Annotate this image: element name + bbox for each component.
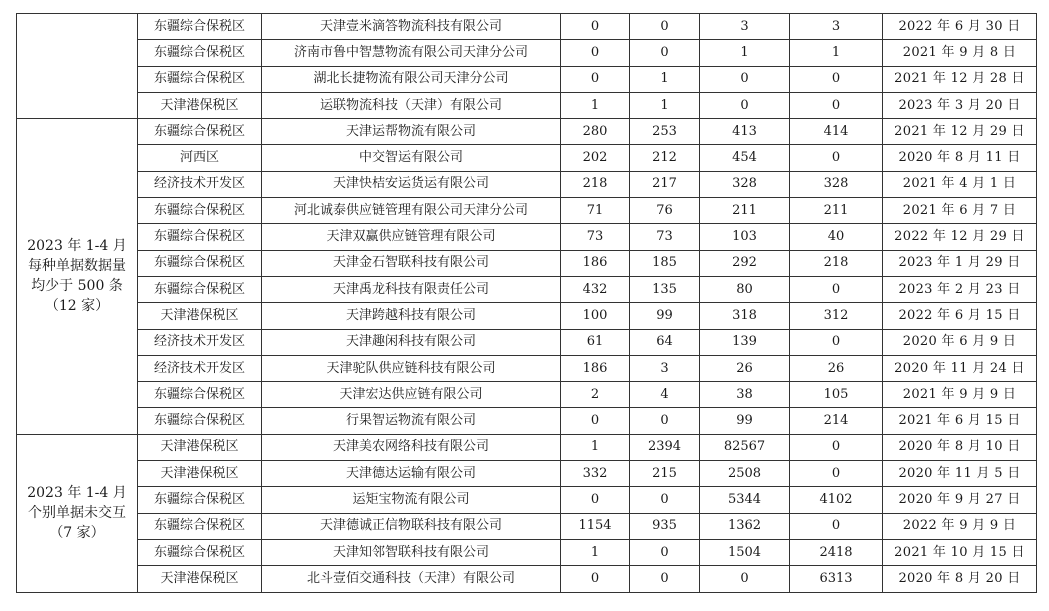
region-cell: 东疆综合保税区 bbox=[138, 14, 262, 40]
value-cell-4: 211 bbox=[790, 198, 883, 224]
value-cell-2: 935 bbox=[630, 513, 700, 539]
date-cell: 2022 年 12 月 29 日 bbox=[883, 224, 1037, 250]
region-cell: 东疆综合保税区 bbox=[138, 224, 262, 250]
value-cell-3: 292 bbox=[700, 250, 790, 276]
company-cell: 天津运帮物流有限公司 bbox=[262, 119, 561, 145]
value-cell-2: 2394 bbox=[630, 434, 700, 460]
region-cell: 东疆综合保税区 bbox=[138, 276, 262, 302]
table-row bbox=[17, 92, 1037, 118]
table-row bbox=[17, 40, 1037, 66]
date-cell: 2022 年 6 月 15 日 bbox=[883, 303, 1037, 329]
value-cell-1: 186 bbox=[561, 355, 630, 381]
group-label-cell bbox=[17, 14, 138, 119]
region-cell: 经济技术开发区 bbox=[138, 329, 262, 355]
value-cell-2: 64 bbox=[630, 329, 700, 355]
date-cell: 2020 年 8 月 11 日 bbox=[883, 145, 1037, 171]
value-cell-1: 332 bbox=[561, 461, 630, 487]
date-cell: 2021 年 9 月 8 日 bbox=[883, 40, 1037, 66]
region-cell: 东疆综合保税区 bbox=[138, 198, 262, 224]
value-cell-3: 211 bbox=[700, 198, 790, 224]
value-cell-2: 135 bbox=[630, 276, 700, 302]
region-cell: 东疆综合保税区 bbox=[138, 40, 262, 66]
date-cell: 2021 年 4 月 1 日 bbox=[883, 171, 1037, 197]
value-cell-3: 99 bbox=[700, 408, 790, 434]
value-cell-1: 218 bbox=[561, 171, 630, 197]
date-cell: 2020 年 8 月 20 日 bbox=[883, 566, 1037, 592]
value-cell-4: 0 bbox=[790, 276, 883, 302]
value-cell-1: 71 bbox=[561, 198, 630, 224]
region-cell: 经济技术开发区 bbox=[138, 355, 262, 381]
value-cell-4: 0 bbox=[790, 329, 883, 355]
value-cell-2: 4 bbox=[630, 382, 700, 408]
value-cell-3: 454 bbox=[700, 145, 790, 171]
date-cell: 2021 年 6 月 15 日 bbox=[883, 408, 1037, 434]
region-cell: 东疆综合保税区 bbox=[138, 408, 262, 434]
table-body bbox=[17, 14, 1037, 593]
value-cell-2: 215 bbox=[630, 461, 700, 487]
value-cell-2: 185 bbox=[630, 250, 700, 276]
table-row bbox=[17, 119, 1037, 145]
value-cell-3: 328 bbox=[700, 171, 790, 197]
table-row bbox=[17, 198, 1037, 224]
table-row bbox=[17, 66, 1037, 92]
value-cell-1: 1 bbox=[561, 92, 630, 118]
value-cell-4: 414 bbox=[790, 119, 883, 145]
region-cell: 东疆综合保税区 bbox=[138, 250, 262, 276]
table-row bbox=[17, 539, 1037, 565]
value-cell-3: 26 bbox=[700, 355, 790, 381]
value-cell-1: 2 bbox=[561, 382, 630, 408]
company-cell: 天津美农网络科技有限公司 bbox=[262, 434, 561, 460]
table-row bbox=[17, 513, 1037, 539]
company-cell: 天津宏达供应链有限公司 bbox=[262, 382, 561, 408]
date-cell: 2023 年 3 月 20 日 bbox=[883, 92, 1037, 118]
company-cell: 天津德诚正信物联科技有限公司 bbox=[262, 513, 561, 539]
region-cell: 东疆综合保税区 bbox=[138, 119, 262, 145]
value-cell-4: 40 bbox=[790, 224, 883, 250]
value-cell-4: 218 bbox=[790, 250, 883, 276]
value-cell-4: 4102 bbox=[790, 487, 883, 513]
value-cell-1: 0 bbox=[561, 566, 630, 592]
table-row bbox=[17, 14, 1037, 40]
region-cell: 天津港保税区 bbox=[138, 92, 262, 118]
company-cell: 天津知邻智联科技有限公司 bbox=[262, 539, 561, 565]
company-cell: 中交智运有限公司 bbox=[262, 145, 561, 171]
value-cell-1: 1 bbox=[561, 539, 630, 565]
value-cell-3: 318 bbox=[700, 303, 790, 329]
value-cell-4: 1 bbox=[790, 40, 883, 66]
table-row bbox=[17, 566, 1037, 592]
value-cell-2: 0 bbox=[630, 408, 700, 434]
date-cell: 2021 年 9 月 9 日 bbox=[883, 382, 1037, 408]
table-row bbox=[17, 382, 1037, 408]
value-cell-4: 0 bbox=[790, 66, 883, 92]
value-cell-2: 1 bbox=[630, 66, 700, 92]
value-cell-1: 0 bbox=[561, 487, 630, 513]
value-cell-2: 3 bbox=[630, 355, 700, 381]
date-cell: 2020 年 11 月 5 日 bbox=[883, 461, 1037, 487]
value-cell-3: 2508 bbox=[700, 461, 790, 487]
value-cell-4: 0 bbox=[790, 434, 883, 460]
value-cell-1: 73 bbox=[561, 224, 630, 250]
value-cell-4: 0 bbox=[790, 145, 883, 171]
value-cell-3: 0 bbox=[700, 92, 790, 118]
value-cell-1: 100 bbox=[561, 303, 630, 329]
value-cell-1: 0 bbox=[561, 66, 630, 92]
value-cell-3: 1 bbox=[700, 40, 790, 66]
company-cell: 北斗壹佰交通科技（天津）有限公司 bbox=[262, 566, 561, 592]
value-cell-4: 0 bbox=[790, 92, 883, 118]
value-cell-4: 26 bbox=[790, 355, 883, 381]
value-cell-2: 99 bbox=[630, 303, 700, 329]
value-cell-3: 3 bbox=[700, 14, 790, 40]
date-cell: 2020 年 8 月 10 日 bbox=[883, 434, 1037, 460]
value-cell-2: 0 bbox=[630, 14, 700, 40]
value-cell-4: 312 bbox=[790, 303, 883, 329]
value-cell-3: 103 bbox=[700, 224, 790, 250]
company-cell: 天津双赢供应链管理有限公司 bbox=[262, 224, 561, 250]
date-cell: 2021 年 12 月 29 日 bbox=[883, 119, 1037, 145]
table-row bbox=[17, 329, 1037, 355]
value-cell-4: 328 bbox=[790, 171, 883, 197]
date-cell: 2022 年 6 月 30 日 bbox=[883, 14, 1037, 40]
company-cell: 天津驼队供应链科技有限公司 bbox=[262, 355, 561, 381]
value-cell-2: 217 bbox=[630, 171, 700, 197]
region-cell: 天津港保税区 bbox=[138, 461, 262, 487]
value-cell-2: 0 bbox=[630, 566, 700, 592]
value-cell-1: 280 bbox=[561, 119, 630, 145]
table-row bbox=[17, 224, 1037, 250]
value-cell-1: 1 bbox=[561, 434, 630, 460]
region-cell: 天津港保税区 bbox=[138, 566, 262, 592]
table-row bbox=[17, 408, 1037, 434]
value-cell-3: 413 bbox=[700, 119, 790, 145]
value-cell-2: 0 bbox=[630, 487, 700, 513]
value-cell-4: 105 bbox=[790, 382, 883, 408]
company-cell: 天津跨越科技有限公司 bbox=[262, 303, 561, 329]
document-page bbox=[16, 13, 1037, 593]
value-cell-3: 38 bbox=[700, 382, 790, 408]
value-cell-1: 202 bbox=[561, 145, 630, 171]
value-cell-1: 432 bbox=[561, 276, 630, 302]
region-cell: 东疆综合保税区 bbox=[138, 66, 262, 92]
value-cell-4: 214 bbox=[790, 408, 883, 434]
value-cell-3: 0 bbox=[700, 66, 790, 92]
table-row bbox=[17, 276, 1037, 302]
value-cell-2: 212 bbox=[630, 145, 700, 171]
value-cell-3: 1362 bbox=[700, 513, 790, 539]
value-cell-1: 61 bbox=[561, 329, 630, 355]
date-cell: 2022 年 9 月 9 日 bbox=[883, 513, 1037, 539]
value-cell-2: 73 bbox=[630, 224, 700, 250]
region-cell: 经济技术开发区 bbox=[138, 171, 262, 197]
value-cell-3: 80 bbox=[700, 276, 790, 302]
value-cell-4: 0 bbox=[790, 513, 883, 539]
date-cell: 2021 年 6 月 7 日 bbox=[883, 198, 1037, 224]
table-row bbox=[17, 303, 1037, 329]
value-cell-3: 0 bbox=[700, 566, 790, 592]
value-cell-2: 76 bbox=[630, 198, 700, 224]
value-cell-2: 0 bbox=[630, 40, 700, 66]
value-cell-3: 5344 bbox=[700, 487, 790, 513]
value-cell-1: 0 bbox=[561, 14, 630, 40]
table-row bbox=[17, 145, 1037, 171]
value-cell-4: 2418 bbox=[790, 539, 883, 565]
value-cell-2: 0 bbox=[630, 539, 700, 565]
table-row bbox=[17, 487, 1037, 513]
date-cell: 2020 年 9 月 27 日 bbox=[883, 487, 1037, 513]
company-cell: 天津金石智联科技有限公司 bbox=[262, 250, 561, 276]
company-cell: 湖北长捷物流有限公司天津分公司 bbox=[262, 66, 561, 92]
value-cell-3: 139 bbox=[700, 329, 790, 355]
region-cell: 东疆综合保税区 bbox=[138, 382, 262, 408]
value-cell-1: 1154 bbox=[561, 513, 630, 539]
group-label-cell: 2023 年 1-4 月个别单据未交互（7 家） bbox=[17, 434, 138, 592]
value-cell-1: 0 bbox=[561, 408, 630, 434]
value-cell-2: 1 bbox=[630, 92, 700, 118]
table-row bbox=[17, 461, 1037, 487]
company-cell: 河北诚泰供应链管理有限公司天津分公司 bbox=[262, 198, 561, 224]
region-cell: 东疆综合保税区 bbox=[138, 487, 262, 513]
company-cell: 行果智运物流有限公司 bbox=[262, 408, 561, 434]
region-cell: 天津港保税区 bbox=[138, 303, 262, 329]
table-row bbox=[17, 171, 1037, 197]
value-cell-3: 82567 bbox=[700, 434, 790, 460]
date-cell: 2020 年 6 月 9 日 bbox=[883, 329, 1037, 355]
value-cell-4: 3 bbox=[790, 14, 883, 40]
region-cell: 河西区 bbox=[138, 145, 262, 171]
company-cell: 天津德达运输有限公司 bbox=[262, 461, 561, 487]
platform-data-table bbox=[16, 13, 1037, 593]
date-cell: 2021 年 10 月 15 日 bbox=[883, 539, 1037, 565]
value-cell-3: 1504 bbox=[700, 539, 790, 565]
value-cell-4: 6313 bbox=[790, 566, 883, 592]
company-cell: 运联物流科技（天津）有限公司 bbox=[262, 92, 561, 118]
date-cell: 2023 年 2 月 23 日 bbox=[883, 276, 1037, 302]
date-cell: 2021 年 12 月 28 日 bbox=[883, 66, 1037, 92]
value-cell-2: 253 bbox=[630, 119, 700, 145]
value-cell-4: 0 bbox=[790, 461, 883, 487]
company-cell: 天津趣闲科技有限公司 bbox=[262, 329, 561, 355]
date-cell: 2023 年 1 月 29 日 bbox=[883, 250, 1037, 276]
region-cell: 东疆综合保税区 bbox=[138, 539, 262, 565]
date-cell: 2020 年 11 月 24 日 bbox=[883, 355, 1037, 381]
group-label-cell: 2023 年 1-4 月每种单据数据量均少于 500 条（12 家） bbox=[17, 119, 138, 435]
company-cell: 济南市鲁中智慧物流有限公司天津分公司 bbox=[262, 40, 561, 66]
table-row bbox=[17, 434, 1037, 460]
region-cell: 天津港保税区 bbox=[138, 434, 262, 460]
company-cell: 天津快桔安运货运有限公司 bbox=[262, 171, 561, 197]
value-cell-1: 186 bbox=[561, 250, 630, 276]
company-cell: 天津禹龙科技有限责任公司 bbox=[262, 276, 561, 302]
company-cell: 天津壹米滴答物流科技有限公司 bbox=[262, 14, 561, 40]
table-row bbox=[17, 355, 1037, 381]
table-row bbox=[17, 250, 1037, 276]
region-cell: 东疆综合保税区 bbox=[138, 513, 262, 539]
company-cell: 运矩宝物流有限公司 bbox=[262, 487, 561, 513]
value-cell-1: 0 bbox=[561, 40, 630, 66]
